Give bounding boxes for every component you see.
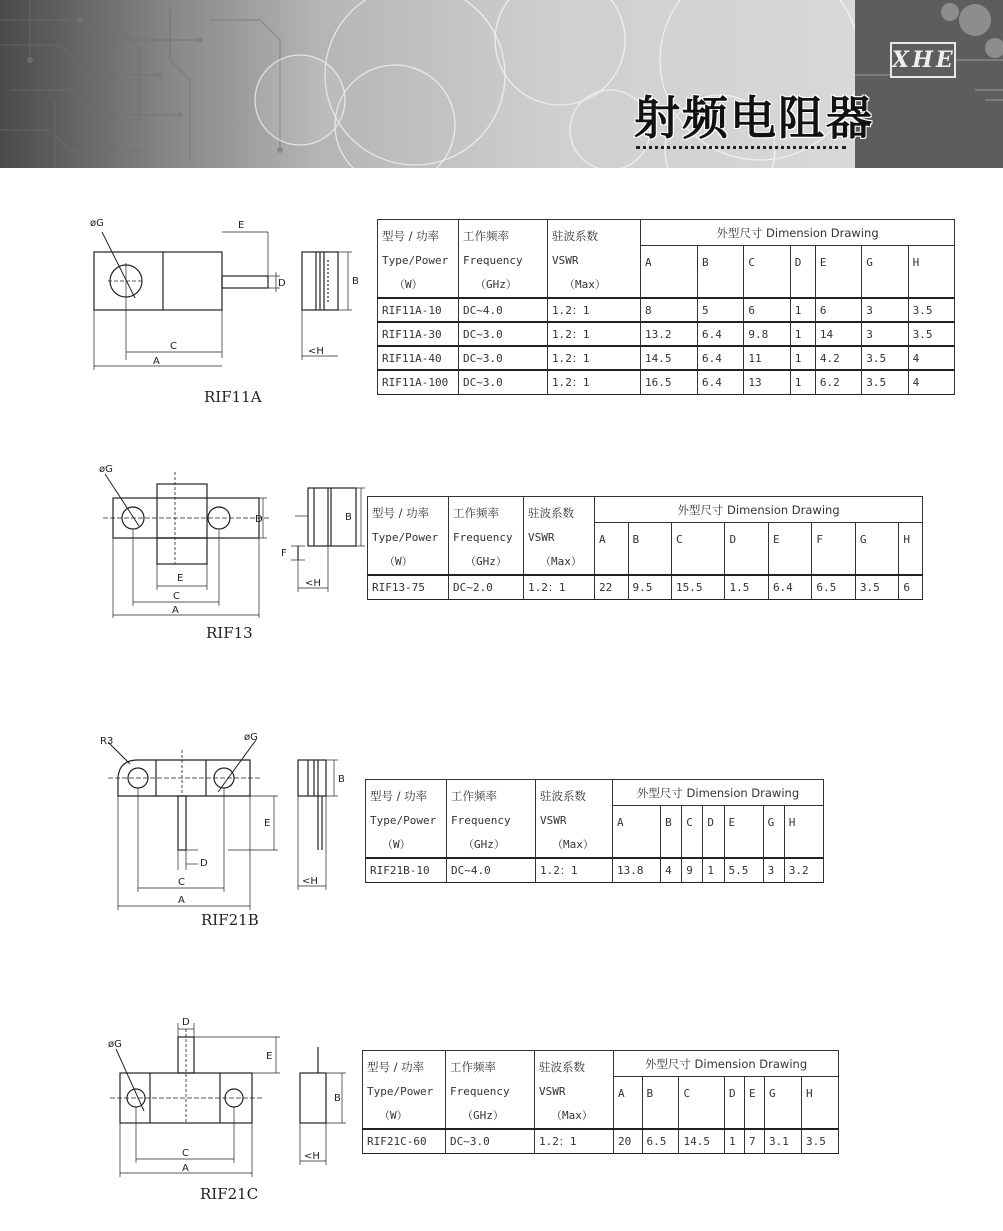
- rif21b-caption: RIF21B: [201, 911, 259, 929]
- label-a: A: [182, 1163, 189, 1174]
- table-row: RIF11A-100 DC~3.0 1.2：1 16.5 6.4 13 1 6.2 3.5 4: [378, 370, 955, 394]
- col-vswr-header: 驻波系数 VSWR （Max）: [535, 1051, 614, 1130]
- label-b: B: [334, 1093, 341, 1104]
- col-model-header: 型号 / 功率 Type/Power （W）: [368, 497, 449, 576]
- rif13-table: 型号 / 功率 Type/Power （W） 工作频率 Frequency （GHz） 驻波系数 VSWR （Max） 外型尺寸 Dimension Drawing A B C D E F G H RIF13-75 DC~2.0 1.2：1 22 9.5 15.5 1.5 6.4 6.5 3.5 6: [367, 496, 923, 600]
- label-g: øG: [90, 218, 104, 229]
- table-row: RIF21B-10 DC~4.0 1.2：1 13.8 4 9 1 5.5 3 3.2: [366, 858, 824, 882]
- label-b: B: [338, 774, 345, 785]
- label-c: C: [182, 1148, 189, 1159]
- rif11a-caption: RIF11A: [204, 388, 262, 406]
- page-title: 射频电阻器: [634, 91, 874, 145]
- label-h: <H: [308, 346, 324, 357]
- col-model-header: 型号 / 功率 Type/Power （W）: [378, 220, 459, 299]
- rif13-drawing: [95, 460, 365, 620]
- col-freq-header: 工作频率 Frequency （GHz）: [459, 220, 548, 299]
- logo-panel: [855, 0, 1003, 168]
- table-row: RIF13-75 DC~2.0 1.2：1 22 9.5 15.5 1.5 6.4 6.5 3.5 6: [368, 575, 923, 599]
- table-row: RIF11A-10 DC~4.0 1.2：1 8 5 6 1 6 3 3.5: [378, 298, 955, 322]
- rif11a-table: 型号 / 功率 Type/Power （W） 工作频率 Frequency （GHz） 驻波系数 VSWR （Max） 外型尺寸 Dimension Drawing A B C D E G H RIF11A-10 DC~4.0 1.2：1 8 5 6 1 6 3 3.5 RIF11A-30 DC~3.0 1.2：1 13.2 6.4 9.8 1 14 3 3.5 RIF11A-40 DC~3.0 1.2：1 14.5 6.4 11 1 4.2 3.5 4 RIF11A-100 DC~3.0 1.2：1 16.5 6.4 13 1 6.2 3.5 4: [377, 219, 955, 395]
- label-e: E: [264, 818, 271, 829]
- label-c: C: [178, 877, 185, 888]
- label-d: D: [182, 1017, 190, 1028]
- label-f: F: [281, 548, 287, 559]
- label-e: E: [238, 220, 245, 231]
- label-h: <H: [304, 1151, 320, 1162]
- col-freq-header: 工作频率 Frequency （GHz）: [446, 1051, 535, 1130]
- label-a: A: [172, 605, 179, 616]
- label-b: B: [345, 512, 352, 523]
- rif11a-drawing: [80, 210, 370, 380]
- dimension-header: 外型尺寸 Dimension Drawing: [614, 1051, 839, 1077]
- col-vswr-header: 驻波系数 VSWR （Max）: [536, 780, 613, 859]
- rif21c-drawing: [100, 1015, 360, 1185]
- label-d: D: [255, 514, 263, 525]
- title-underline: [636, 146, 846, 149]
- rif13-caption: RIF13: [206, 624, 253, 642]
- label-e: E: [177, 573, 184, 584]
- label-h: <H: [302, 876, 318, 887]
- table-row: RIF11A-30 DC~3.0 1.2：1 13.2 6.4 9.8 1 14 3 3.5: [378, 322, 955, 346]
- label-a: A: [153, 356, 160, 367]
- rif21b-drawing: [98, 730, 358, 910]
- col-freq-header: 工作频率 Frequency （GHz）: [449, 497, 524, 576]
- col-vswr-header: 驻波系数 VSWR （Max）: [524, 497, 595, 576]
- brand-logo: XHE: [890, 42, 956, 78]
- label-g: øG: [244, 732, 258, 743]
- label-d: D: [200, 858, 208, 869]
- label-e: E: [266, 1051, 273, 1062]
- rif21c-caption: RIF21C: [200, 1185, 259, 1203]
- label-d: D: [278, 278, 286, 289]
- header-banner: [0, 0, 1003, 168]
- col-freq-header: 工作频率 Frequency （GHz）: [447, 780, 536, 859]
- label-g: øG: [108, 1039, 122, 1050]
- col-model-header: 型号 / 功率 Type/Power （W）: [363, 1051, 446, 1130]
- label-r: R3: [100, 736, 114, 747]
- rif21b-table: 型号 / 功率 Type/Power （W） 工作频率 Frequency （GHz） 驻波系数 VSWR （Max） 外型尺寸 Dimension Drawing A B C D E G H RIF21B-10 DC~4.0 1.2：1 13.8 4 9 1 5.5 3 3.2: [365, 779, 824, 883]
- label-c: C: [170, 341, 177, 352]
- table-row: RIF21C-60 DC~3.0 1.2：1 20 6.5 14.5 1 7 3.1 3.5: [363, 1129, 839, 1153]
- dimension-header: 外型尺寸 Dimension Drawing: [641, 220, 955, 246]
- col-vswr-header: 驻波系数 VSWR （Max）: [548, 220, 641, 299]
- label-g: øG: [99, 464, 113, 475]
- label-h: <H: [305, 578, 321, 589]
- dimension-header: 外型尺寸 Dimension Drawing: [595, 497, 923, 523]
- dimension-header: 外型尺寸 Dimension Drawing: [613, 780, 824, 806]
- label-c: C: [173, 591, 180, 602]
- rif21c-table: 型号 / 功率 Type/Power （W） 工作频率 Frequency （GHz） 驻波系数 VSWR （Max） 外型尺寸 Dimension Drawing A B C D E G H RIF21C-60 DC~3.0 1.2：1 20 6.5 14.5 1 7 3.1 3.5: [362, 1050, 839, 1154]
- label-b: B: [352, 276, 359, 287]
- label-a: A: [178, 895, 185, 906]
- col-model-header: 型号 / 功率 Type/Power （W）: [366, 780, 447, 859]
- table-row: RIF11A-40 DC~3.0 1.2：1 14.5 6.4 11 1 4.2 3.5 4: [378, 346, 955, 370]
